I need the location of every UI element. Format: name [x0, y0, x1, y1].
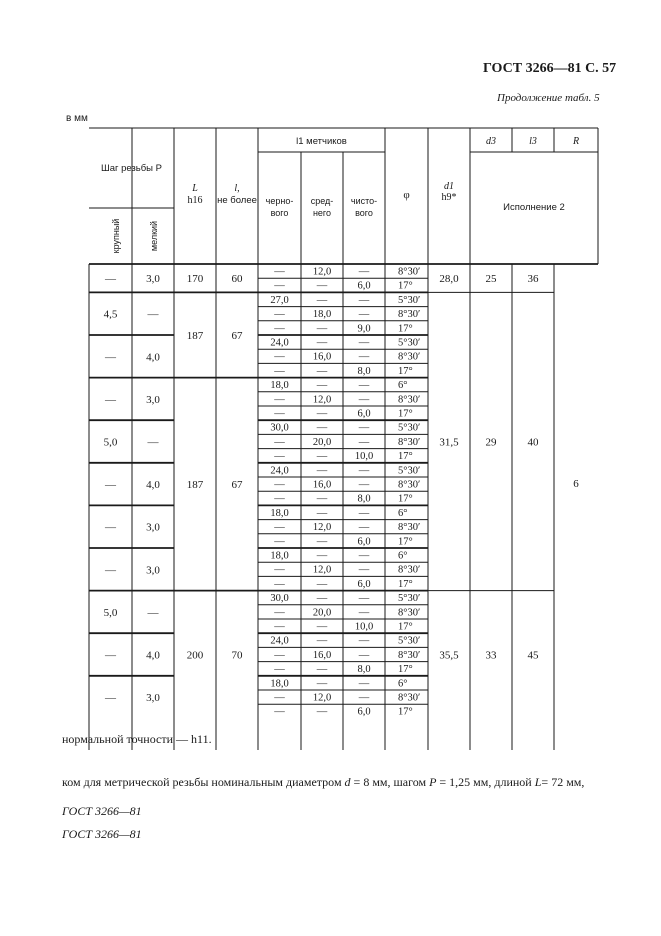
header-d1-tolerance: h9*	[441, 192, 457, 203]
angle-cell: 17°	[398, 536, 413, 548]
length-L-cell: 200	[186, 649, 204, 662]
header-middle-2: него	[312, 208, 332, 218]
l1-cell: —	[274, 493, 285, 505]
angle-cell: 8°30′	[398, 394, 421, 406]
l1-cell: —	[274, 522, 285, 534]
l1-cell: 16,0	[312, 479, 332, 491]
l1-cell: —	[316, 280, 328, 292]
length-L-cell: 187	[186, 479, 204, 492]
fine-pitch-cell: 4,0	[146, 351, 160, 364]
l1-cell: 9,0	[357, 323, 371, 335]
footnote-var-p: P	[429, 775, 437, 789]
angle-cell: 6°	[398, 550, 408, 562]
fine-pitch-cell: 3,0	[146, 692, 160, 705]
angle-cell: 6°	[398, 678, 408, 690]
l1-cell: —	[316, 706, 328, 718]
l1-cell: —	[316, 365, 328, 377]
radius-R-cell: 6	[573, 478, 579, 490]
l1-cell: —	[274, 578, 285, 590]
angle-cell: 5°30′	[398, 465, 421, 477]
l1-cell: —	[358, 550, 370, 562]
angle-cell: 8°30′	[398, 479, 421, 491]
footnote-var-d: d	[344, 775, 351, 789]
l1-cell: 18,0	[270, 550, 289, 562]
angle-cell: 17°	[398, 706, 413, 718]
angle-cell: 17°	[398, 323, 413, 335]
l1-cell: 6,0	[357, 578, 371, 590]
fine-pitch-cell: —	[147, 308, 159, 321]
angle-cell: 17°	[398, 578, 413, 590]
header-l1-group: l1 метчиков	[296, 136, 347, 147]
l1-cell: —	[358, 294, 370, 306]
l1-cell: 8,0	[357, 365, 371, 377]
l1-cell: 12,0	[312, 692, 332, 704]
angle-cell: 5°30′	[398, 593, 421, 605]
footnote-text-a: ком для метрической резьбы номинальным диаметром	[62, 775, 345, 789]
coarse-pitch-cell: 5,0	[103, 606, 118, 619]
l1-cell: —	[358, 678, 370, 690]
l1-cell: 20,0	[312, 607, 332, 619]
footnote-reference-2: ГОСТ 3266—81	[62, 827, 142, 841]
l1-cell: —	[358, 351, 370, 363]
l1-cell: 24,0	[270, 635, 289, 647]
l1-cell: 18,0	[270, 507, 289, 519]
angle-cell: 5°30′	[398, 337, 421, 349]
l1-cell: —	[358, 607, 370, 619]
l1-cell: 30,0	[270, 593, 289, 605]
l1-cell: 18,0	[312, 309, 332, 321]
l1-cell: —	[316, 678, 328, 690]
l1-cell: 8,0	[357, 664, 371, 676]
fine-pitch-cell: 3,0	[146, 521, 160, 534]
table-continuation-label: Продолжение табл. 5	[497, 92, 600, 104]
l1-cell: —	[316, 408, 328, 420]
l1-cell: —	[274, 621, 285, 633]
l1-cell: —	[316, 422, 328, 434]
angle-cell: 17°	[398, 664, 413, 676]
coarse-pitch-cell: —	[105, 692, 116, 705]
angle-cell: 5°30′	[398, 635, 421, 647]
l1-cell: —	[316, 550, 328, 562]
l1-cell: 30,0	[270, 422, 289, 434]
angle-cell: 8°30′	[398, 607, 421, 619]
l1-cell: —	[358, 564, 370, 576]
coarse-pitch-cell: 4,5	[103, 308, 118, 321]
footnote-line-1: нормальной точности — h11.	[62, 732, 212, 746]
coarse-pitch-cell: —	[105, 393, 116, 406]
header-finish-2: вого	[355, 208, 373, 218]
l1-cell: 16,0	[312, 351, 332, 363]
l1-cell: 6,0	[357, 536, 371, 548]
l1-cell: —	[358, 380, 370, 392]
length-L-cell: 187	[186, 330, 204, 342]
angle-cell: 17°	[398, 621, 413, 633]
length-l-cell: 67	[231, 330, 243, 342]
l1-cell: —	[274, 451, 285, 463]
coarse-pitch-cell: —	[105, 273, 116, 286]
header-coarse: крупный	[111, 218, 121, 254]
l1-cell: —	[358, 394, 370, 406]
l1-cell: —	[316, 294, 328, 306]
angle-cell: 5°30′	[398, 422, 421, 434]
diameter-d3-cell: 25	[485, 273, 497, 286]
footnote-line-2	[62, 775, 584, 790]
l1-cell: —	[274, 351, 285, 363]
diameter-d3-cell: 29	[485, 436, 497, 449]
l1-cell: —	[358, 635, 370, 647]
l1-cell: —	[358, 337, 370, 349]
l1-cell: 24,0	[270, 465, 289, 477]
coarse-pitch-cell: —	[105, 479, 116, 492]
l1-cell: 12,0	[312, 394, 332, 406]
header-phi: φ	[403, 189, 410, 201]
diameter-d1-cell: 35,5	[439, 649, 459, 662]
angle-cell: 17°	[398, 408, 413, 420]
l1-cell: 6,0	[357, 706, 371, 718]
length-l3-cell: 40	[527, 436, 539, 449]
header-execution: Исполнение 2	[503, 202, 565, 213]
coarse-pitch-cell: 5,0	[103, 436, 118, 449]
length-l-cell: 60	[231, 273, 243, 286]
angle-cell: 6°	[398, 380, 408, 392]
l1-cell: —	[358, 436, 370, 448]
diameter-d1-cell: 31,5	[439, 436, 459, 449]
l1-cell: —	[316, 635, 328, 647]
l1-cell: —	[316, 493, 328, 505]
fine-pitch-cell: 3,0	[146, 564, 160, 577]
l1-cell: —	[274, 323, 285, 335]
angle-cell: 17°	[398, 451, 413, 463]
header-rough-2: вого	[270, 208, 289, 218]
angle-cell: 17°	[398, 493, 413, 505]
fine-pitch-cell: 4,0	[146, 649, 160, 662]
page-header: ГОСТ 3266—81 С. 57	[483, 61, 617, 76]
l1-cell: —	[274, 649, 285, 661]
l1-cell: —	[316, 451, 328, 463]
l1-cell: —	[316, 337, 328, 349]
angle-cell: 6°	[398, 507, 408, 519]
fine-pitch-cell: 3,0	[146, 393, 160, 406]
length-L-cell: 170	[186, 273, 204, 286]
l1-cell: 6,0	[357, 280, 371, 292]
l1-cell: 10,0	[354, 451, 374, 463]
fine-pitch-cell: 3,0	[146, 273, 160, 286]
l1-cell: —	[316, 664, 328, 676]
l1-cell: —	[316, 621, 328, 633]
header-R: R	[572, 136, 580, 147]
footnote-text-e: = 72 мм,	[541, 775, 585, 789]
l1-cell: 12,0	[312, 266, 332, 278]
header-d3: d3	[486, 136, 496, 147]
l1-cell: 27,0	[270, 294, 289, 306]
l1-cell: 18,0	[270, 380, 289, 392]
l1-cell: —	[274, 479, 285, 491]
l1-cell: —	[274, 309, 285, 321]
footnote-var-l: L	[534, 775, 542, 789]
l1-cell: 12,0	[312, 522, 332, 534]
fine-pitch-cell: —	[147, 436, 159, 449]
l1-cell: 12,0	[312, 564, 332, 576]
fine-pitch-cell: —	[147, 606, 159, 619]
length-l-cell: 70	[231, 649, 243, 662]
l1-cell: —	[358, 649, 370, 661]
footnote-text-b: = 8 мм, шагом	[350, 775, 430, 789]
length-l3-cell: 45	[527, 649, 539, 662]
l1-cell: —	[358, 507, 370, 519]
l1-cell: —	[274, 664, 285, 676]
fine-pitch-cell: 4,0	[146, 479, 160, 492]
l1-cell: 24,0	[270, 337, 289, 349]
header-middle: сред-	[310, 196, 334, 206]
l1-cell: —	[274, 280, 285, 292]
l1-cell: —	[358, 266, 370, 278]
l1-cell: —	[316, 507, 328, 519]
angle-cell: 8°30′	[398, 692, 421, 704]
l1-cell: —	[316, 323, 328, 335]
angle-cell: 5°30′	[398, 294, 421, 306]
header-rough: черно-	[265, 196, 294, 206]
l1-cell: —	[358, 479, 370, 491]
l1-cell: 16,0	[312, 649, 332, 661]
length-l-cell: 67	[231, 479, 243, 492]
length-l3-cell: 36	[527, 273, 539, 286]
angle-cell: 8°30′	[398, 649, 421, 661]
header-d1: d1	[444, 181, 454, 192]
angle-cell: 17°	[398, 280, 413, 292]
l1-cell: 6,0	[357, 408, 371, 420]
l1-cell: —	[274, 365, 285, 377]
diameter-d3-cell: 33	[485, 649, 497, 662]
angle-cell: 8°30′	[398, 351, 421, 363]
l1-cell: —	[358, 522, 370, 534]
header-fine: мелкий	[149, 220, 159, 252]
l1-cell: —	[316, 465, 328, 477]
l1-cell: —	[358, 309, 370, 321]
angle-cell: 8°30′	[398, 564, 421, 576]
l1-cell: —	[274, 692, 285, 704]
l1-cell: —	[274, 266, 285, 278]
header-l3: l3	[529, 136, 537, 147]
l1-cell: —	[358, 692, 370, 704]
footnote-text-c: = 1,25 мм, длиной	[436, 775, 535, 789]
coarse-pitch-cell: —	[105, 521, 116, 534]
l1-cell: —	[316, 380, 328, 392]
diameter-d1-cell: 28,0	[439, 273, 459, 286]
l1-cell: —	[316, 578, 328, 590]
l1-cell: —	[358, 593, 370, 605]
l1-cell: 10,0	[354, 621, 374, 633]
header-L: L	[192, 183, 198, 194]
l1-cell: —	[274, 564, 285, 576]
coarse-pitch-cell: —	[105, 564, 116, 577]
angle-cell: 8°30′	[398, 522, 421, 534]
coarse-pitch-cell: —	[105, 649, 116, 662]
angle-cell: 8°30′	[398, 266, 421, 278]
l1-cell: 8,0	[357, 493, 371, 505]
l1-cell: —	[274, 408, 285, 420]
coarse-pitch-cell: —	[105, 351, 116, 364]
angle-cell: 8°30′	[398, 309, 421, 321]
units-label: в мм	[66, 113, 88, 124]
l1-cell: —	[274, 607, 285, 619]
header-l-note: не более	[217, 195, 257, 206]
l1-cell: —	[274, 536, 285, 548]
l1-cell: —	[358, 465, 370, 477]
header-pitch: Шаг резьбы P	[100, 163, 163, 174]
l1-cell: —	[316, 593, 328, 605]
l1-cell: —	[316, 536, 328, 548]
l1-cell: —	[274, 436, 285, 448]
header-L-tolerance: h16	[187, 195, 203, 206]
l1-cell: —	[274, 706, 285, 718]
l1-cell: —	[358, 422, 370, 434]
l1-cell: —	[274, 394, 285, 406]
l1-cell: 20,0	[312, 436, 332, 448]
footnote-reference-1: ГОСТ 3266—81	[62, 804, 142, 818]
angle-cell: 8°30′	[398, 436, 421, 448]
l1-cell: 18,0	[270, 678, 289, 690]
angle-cell: 17°	[398, 365, 413, 377]
header-l: l,	[234, 183, 240, 194]
header-finish: чисто-	[350, 196, 378, 206]
